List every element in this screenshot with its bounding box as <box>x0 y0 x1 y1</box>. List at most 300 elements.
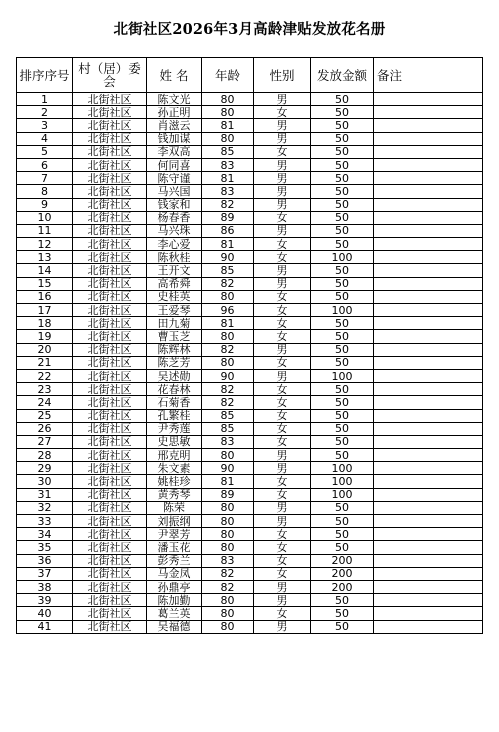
cell-remarks <box>374 554 483 567</box>
cell-remarks <box>374 594 483 607</box>
cell-age: 81 <box>202 317 254 330</box>
cell-seq: 3 <box>17 119 73 132</box>
cell-remarks <box>374 145 483 158</box>
cell-seq: 26 <box>17 422 73 435</box>
table-row <box>17 211 483 224</box>
cell-name: 彭秀兰 <box>147 554 202 567</box>
table-row <box>17 369 483 382</box>
cell-seq: 35 <box>17 541 73 554</box>
cell-seq: 7 <box>17 172 73 185</box>
column-header-age: 年龄 <box>202 58 254 93</box>
cell-committee: 北街社区 <box>73 119 147 132</box>
cell-age: 80 <box>202 501 254 514</box>
cell-age: 82 <box>202 567 254 580</box>
cell-age: 83 <box>202 158 254 171</box>
cell-age: 80 <box>202 330 254 343</box>
cell-gender: 男 <box>254 515 311 528</box>
cell-name: 曹玉芝 <box>147 330 202 343</box>
cell-age: 82 <box>202 277 254 290</box>
cell-amount: 50 <box>311 422 374 435</box>
cell-age: 85 <box>202 409 254 422</box>
cell-seq: 41 <box>17 620 73 633</box>
cell-amount: 50 <box>311 93 374 106</box>
cell-name: 何同喜 <box>147 158 202 171</box>
cell-committee: 北街社区 <box>73 93 147 106</box>
cell-age: 85 <box>202 422 254 435</box>
cell-committee: 北街社区 <box>73 594 147 607</box>
cell-name: 田九菊 <box>147 317 202 330</box>
cell-name: 陈加勤 <box>147 594 202 607</box>
table-row <box>17 541 483 554</box>
cell-gender: 女 <box>254 475 311 488</box>
cell-committee: 北街社区 <box>73 409 147 422</box>
cell-seq: 28 <box>17 449 73 462</box>
cell-gender: 男 <box>254 198 311 211</box>
cell-remarks <box>374 119 483 132</box>
roster-body <box>17 93 483 634</box>
cell-gender: 男 <box>254 172 311 185</box>
cell-seq: 9 <box>17 198 73 211</box>
cell-amount: 50 <box>311 501 374 514</box>
table-row <box>17 567 483 580</box>
cell-gender: 女 <box>254 238 311 251</box>
cell-amount: 50 <box>311 620 374 633</box>
cell-seq: 21 <box>17 356 73 369</box>
cell-committee: 北街社区 <box>73 435 147 448</box>
column-header-name: 姓 名 <box>147 58 202 93</box>
cell-gender: 女 <box>254 145 311 158</box>
cell-amount: 50 <box>311 343 374 356</box>
cell-seq: 11 <box>17 224 73 237</box>
cell-name: 陈芝芳 <box>147 356 202 369</box>
cell-amount: 50 <box>311 330 374 343</box>
cell-age: 90 <box>202 251 254 264</box>
cell-name: 吴述勋 <box>147 369 202 382</box>
table-row <box>17 449 483 462</box>
table-row <box>17 145 483 158</box>
cell-remarks <box>374 369 483 382</box>
cell-gender: 男 <box>254 264 311 277</box>
cell-gender: 女 <box>254 435 311 448</box>
cell-gender: 男 <box>254 224 311 237</box>
cell-committee: 北街社区 <box>73 515 147 528</box>
cell-amount: 50 <box>311 409 374 422</box>
cell-remarks <box>374 132 483 145</box>
cell-gender: 男 <box>254 501 311 514</box>
cell-amount: 50 <box>311 198 374 211</box>
cell-gender: 男 <box>254 580 311 593</box>
cell-gender: 男 <box>254 343 311 356</box>
cell-remarks <box>374 106 483 119</box>
cell-committee: 北街社区 <box>73 106 147 119</box>
cell-gender: 女 <box>254 488 311 501</box>
cell-seq: 22 <box>17 369 73 382</box>
cell-age: 83 <box>202 185 254 198</box>
cell-remarks <box>374 172 483 185</box>
cell-remarks <box>374 330 483 343</box>
cell-name: 孙鼎亭 <box>147 580 202 593</box>
cell-remarks <box>374 211 483 224</box>
cell-remarks <box>374 475 483 488</box>
cell-committee: 北街社区 <box>73 330 147 343</box>
table-row <box>17 580 483 593</box>
cell-amount: 50 <box>311 264 374 277</box>
cell-committee: 北街社区 <box>73 528 147 541</box>
cell-amount: 50 <box>311 145 374 158</box>
table-row <box>17 435 483 448</box>
cell-age: 80 <box>202 93 254 106</box>
cell-committee: 北街社区 <box>73 567 147 580</box>
cell-amount: 100 <box>311 488 374 501</box>
cell-gender: 女 <box>254 528 311 541</box>
cell-age: 83 <box>202 435 254 448</box>
cell-remarks <box>374 422 483 435</box>
cell-seq: 15 <box>17 277 73 290</box>
cell-name: 尹翠芳 <box>147 528 202 541</box>
cell-seq: 10 <box>17 211 73 224</box>
cell-amount: 50 <box>311 594 374 607</box>
cell-age: 80 <box>202 290 254 303</box>
cell-gender: 女 <box>254 396 311 409</box>
table-row <box>17 290 483 303</box>
cell-gender: 男 <box>254 369 311 382</box>
cell-committee: 北街社区 <box>73 132 147 145</box>
table-row <box>17 238 483 251</box>
column-header-gender: 性别 <box>254 58 311 93</box>
cell-gender: 男 <box>254 277 311 290</box>
cell-committee: 北街社区 <box>73 343 147 356</box>
cell-age: 80 <box>202 106 254 119</box>
cell-remarks <box>374 317 483 330</box>
cell-seq: 29 <box>17 462 73 475</box>
cell-age: 80 <box>202 515 254 528</box>
table-row <box>17 172 483 185</box>
cell-age: 89 <box>202 211 254 224</box>
cell-committee: 北街社区 <box>73 304 147 317</box>
table-row <box>17 224 483 237</box>
cell-name: 邢克明 <box>147 449 202 462</box>
cell-remarks <box>374 541 483 554</box>
cell-age: 82 <box>202 580 254 593</box>
cell-committee: 北街社区 <box>73 607 147 620</box>
cell-amount: 50 <box>311 396 374 409</box>
cell-remarks <box>374 488 483 501</box>
cell-age: 89 <box>202 488 254 501</box>
cell-amount: 200 <box>311 580 374 593</box>
cell-remarks <box>374 251 483 264</box>
cell-amount: 50 <box>311 356 374 369</box>
cell-committee: 北街社区 <box>73 185 147 198</box>
cell-gender: 男 <box>254 620 311 633</box>
cell-gender: 女 <box>254 317 311 330</box>
cell-gender: 女 <box>254 330 311 343</box>
cell-name: 史桂英 <box>147 290 202 303</box>
cell-seq: 37 <box>17 567 73 580</box>
cell-gender: 女 <box>254 251 311 264</box>
table-row <box>17 409 483 422</box>
cell-remarks <box>374 356 483 369</box>
table-row <box>17 343 483 356</box>
cell-remarks <box>374 198 483 211</box>
cell-gender: 男 <box>254 594 311 607</box>
cell-remarks <box>374 528 483 541</box>
column-header-remarks: 备注 <box>374 58 483 93</box>
cell-age: 82 <box>202 383 254 396</box>
cell-amount: 50 <box>311 317 374 330</box>
cell-seq: 36 <box>17 554 73 567</box>
table-row <box>17 620 483 633</box>
column-header-seq: 排序序号 <box>17 58 73 93</box>
cell-remarks <box>374 515 483 528</box>
cell-name: 潘玉花 <box>147 541 202 554</box>
cell-gender: 女 <box>254 106 311 119</box>
cell-age: 82 <box>202 396 254 409</box>
cell-seq: 23 <box>17 383 73 396</box>
cell-age: 80 <box>202 528 254 541</box>
cell-name: 高希舜 <box>147 277 202 290</box>
cell-remarks <box>374 290 483 303</box>
cell-amount: 50 <box>311 277 374 290</box>
cell-remarks <box>374 264 483 277</box>
column-header-committee: 村（居）委会 <box>73 58 147 93</box>
cell-remarks <box>374 462 483 475</box>
cell-gender: 男 <box>254 185 311 198</box>
cell-age: 80 <box>202 594 254 607</box>
table-row <box>17 106 483 119</box>
cell-age: 90 <box>202 462 254 475</box>
cell-remarks <box>374 93 483 106</box>
cell-remarks <box>374 224 483 237</box>
cell-amount: 50 <box>311 290 374 303</box>
cell-seq: 32 <box>17 501 73 514</box>
cell-committee: 北街社区 <box>73 580 147 593</box>
cell-gender: 女 <box>254 304 311 317</box>
cell-committee: 北街社区 <box>73 238 147 251</box>
table-row <box>17 304 483 317</box>
cell-age: 80 <box>202 620 254 633</box>
cell-name: 马兴国 <box>147 185 202 198</box>
table-row <box>17 330 483 343</box>
cell-name: 黄秀琴 <box>147 488 202 501</box>
cell-committee: 北街社区 <box>73 396 147 409</box>
table-row <box>17 185 483 198</box>
cell-remarks <box>374 580 483 593</box>
table-row <box>17 396 483 409</box>
cell-committee: 北街社区 <box>73 145 147 158</box>
cell-age: 80 <box>202 607 254 620</box>
cell-remarks <box>374 449 483 462</box>
table-row <box>17 462 483 475</box>
table-row <box>17 422 483 435</box>
table-row <box>17 158 483 171</box>
cell-amount: 50 <box>311 158 374 171</box>
cell-name: 刘振纲 <box>147 515 202 528</box>
cell-seq: 14 <box>17 264 73 277</box>
cell-amount: 100 <box>311 251 374 264</box>
cell-committee: 北街社区 <box>73 554 147 567</box>
cell-age: 80 <box>202 356 254 369</box>
cell-amount: 50 <box>311 449 374 462</box>
cell-committee: 北街社区 <box>73 488 147 501</box>
cell-remarks <box>374 435 483 448</box>
table-row <box>17 132 483 145</box>
cell-age: 81 <box>202 172 254 185</box>
cell-seq: 38 <box>17 580 73 593</box>
cell-age: 83 <box>202 554 254 567</box>
cell-seq: 30 <box>17 475 73 488</box>
cell-remarks <box>374 158 483 171</box>
roster-table <box>16 57 483 634</box>
cell-name: 马兴珠 <box>147 224 202 237</box>
table-row <box>17 317 483 330</box>
cell-amount: 50 <box>311 383 374 396</box>
cell-amount: 50 <box>311 172 374 185</box>
table-row <box>17 277 483 290</box>
table-row <box>17 594 483 607</box>
cell-seq: 39 <box>17 594 73 607</box>
table-row <box>17 475 483 488</box>
cell-remarks <box>374 277 483 290</box>
cell-committee: 北街社区 <box>73 449 147 462</box>
cell-amount: 50 <box>311 132 374 145</box>
cell-name: 马金凤 <box>147 567 202 580</box>
cell-amount: 50 <box>311 185 374 198</box>
cell-seq: 4 <box>17 132 73 145</box>
cell-age: 81 <box>202 119 254 132</box>
cell-committee: 北街社区 <box>73 172 147 185</box>
cell-remarks <box>374 501 483 514</box>
cell-age: 80 <box>202 132 254 145</box>
cell-age: 81 <box>202 238 254 251</box>
cell-name: 花春林 <box>147 383 202 396</box>
cell-amount: 50 <box>311 528 374 541</box>
cell-gender: 女 <box>254 409 311 422</box>
cell-age: 80 <box>202 541 254 554</box>
cell-committee: 北街社区 <box>73 369 147 382</box>
cell-name: 石菊香 <box>147 396 202 409</box>
cell-remarks <box>374 396 483 409</box>
table-row <box>17 119 483 132</box>
cell-seq: 31 <box>17 488 73 501</box>
cell-seq: 16 <box>17 290 73 303</box>
cell-committee: 北街社区 <box>73 541 147 554</box>
cell-gender: 女 <box>254 607 311 620</box>
cell-gender: 女 <box>254 383 311 396</box>
cell-committee: 北街社区 <box>73 277 147 290</box>
cell-gender: 女 <box>254 541 311 554</box>
column-header-amount: 发放金额 <box>311 58 374 93</box>
cell-seq: 24 <box>17 396 73 409</box>
cell-name: 孔繁桂 <box>147 409 202 422</box>
cell-gender: 男 <box>254 449 311 462</box>
cell-gender: 男 <box>254 132 311 145</box>
cell-amount: 50 <box>311 607 374 620</box>
cell-seq: 25 <box>17 409 73 422</box>
cell-seq: 20 <box>17 343 73 356</box>
cell-seq: 6 <box>17 158 73 171</box>
cell-remarks <box>374 185 483 198</box>
cell-committee: 北街社区 <box>73 290 147 303</box>
cell-committee: 北街社区 <box>73 501 147 514</box>
cell-name: 王爱琴 <box>147 304 202 317</box>
cell-committee: 北街社区 <box>73 422 147 435</box>
cell-remarks <box>374 343 483 356</box>
table-row <box>17 264 483 277</box>
cell-amount: 200 <box>311 567 374 580</box>
cell-remarks <box>374 409 483 422</box>
cell-name: 钱加谋 <box>147 132 202 145</box>
cell-remarks <box>374 238 483 251</box>
table-row <box>17 488 483 501</box>
table-row <box>17 356 483 369</box>
cell-name: 陈文光 <box>147 93 202 106</box>
cell-remarks <box>374 607 483 620</box>
table-row <box>17 251 483 264</box>
table-row <box>17 528 483 541</box>
cell-age: 90 <box>202 369 254 382</box>
cell-name: 杨春香 <box>147 211 202 224</box>
cell-name: 葛兰英 <box>147 607 202 620</box>
cell-amount: 50 <box>311 224 374 237</box>
cell-remarks <box>374 620 483 633</box>
cell-age: 80 <box>202 449 254 462</box>
cell-name: 史思敏 <box>147 435 202 448</box>
header-row <box>17 58 483 93</box>
cell-name: 孙正明 <box>147 106 202 119</box>
cell-amount: 50 <box>311 435 374 448</box>
table-row <box>17 93 483 106</box>
cell-committee: 北街社区 <box>73 224 147 237</box>
cell-gender: 男 <box>254 93 311 106</box>
cell-gender: 女 <box>254 211 311 224</box>
cell-gender: 女 <box>254 356 311 369</box>
cell-committee: 北街社区 <box>73 383 147 396</box>
cell-name: 肖滋云 <box>147 119 202 132</box>
table-row <box>17 607 483 620</box>
cell-seq: 12 <box>17 238 73 251</box>
cell-gender: 男 <box>254 119 311 132</box>
cell-name: 李心爱 <box>147 238 202 251</box>
cell-committee: 北街社区 <box>73 356 147 369</box>
cell-age: 85 <box>202 264 254 277</box>
cell-age: 82 <box>202 198 254 211</box>
cell-seq: 17 <box>17 304 73 317</box>
cell-seq: 5 <box>17 145 73 158</box>
cell-amount: 100 <box>311 462 374 475</box>
cell-seq: 27 <box>17 435 73 448</box>
cell-seq: 1 <box>17 93 73 106</box>
cell-committee: 北街社区 <box>73 620 147 633</box>
cell-age: 81 <box>202 475 254 488</box>
cell-age: 96 <box>202 304 254 317</box>
cell-amount: 100 <box>311 304 374 317</box>
cell-amount: 100 <box>311 475 374 488</box>
cell-remarks <box>374 304 483 317</box>
cell-name: 吴福德 <box>147 620 202 633</box>
cell-seq: 19 <box>17 330 73 343</box>
cell-seq: 33 <box>17 515 73 528</box>
cell-committee: 北街社区 <box>73 158 147 171</box>
cell-amount: 50 <box>311 106 374 119</box>
cell-gender: 男 <box>254 462 311 475</box>
cell-gender: 女 <box>254 554 311 567</box>
cell-name: 尹秀莲 <box>147 422 202 435</box>
cell-name: 姚桂珍 <box>147 475 202 488</box>
cell-name: 朱文素 <box>147 462 202 475</box>
cell-committee: 北街社区 <box>73 475 147 488</box>
cell-committee: 北街社区 <box>73 317 147 330</box>
cell-name: 钱家和 <box>147 198 202 211</box>
